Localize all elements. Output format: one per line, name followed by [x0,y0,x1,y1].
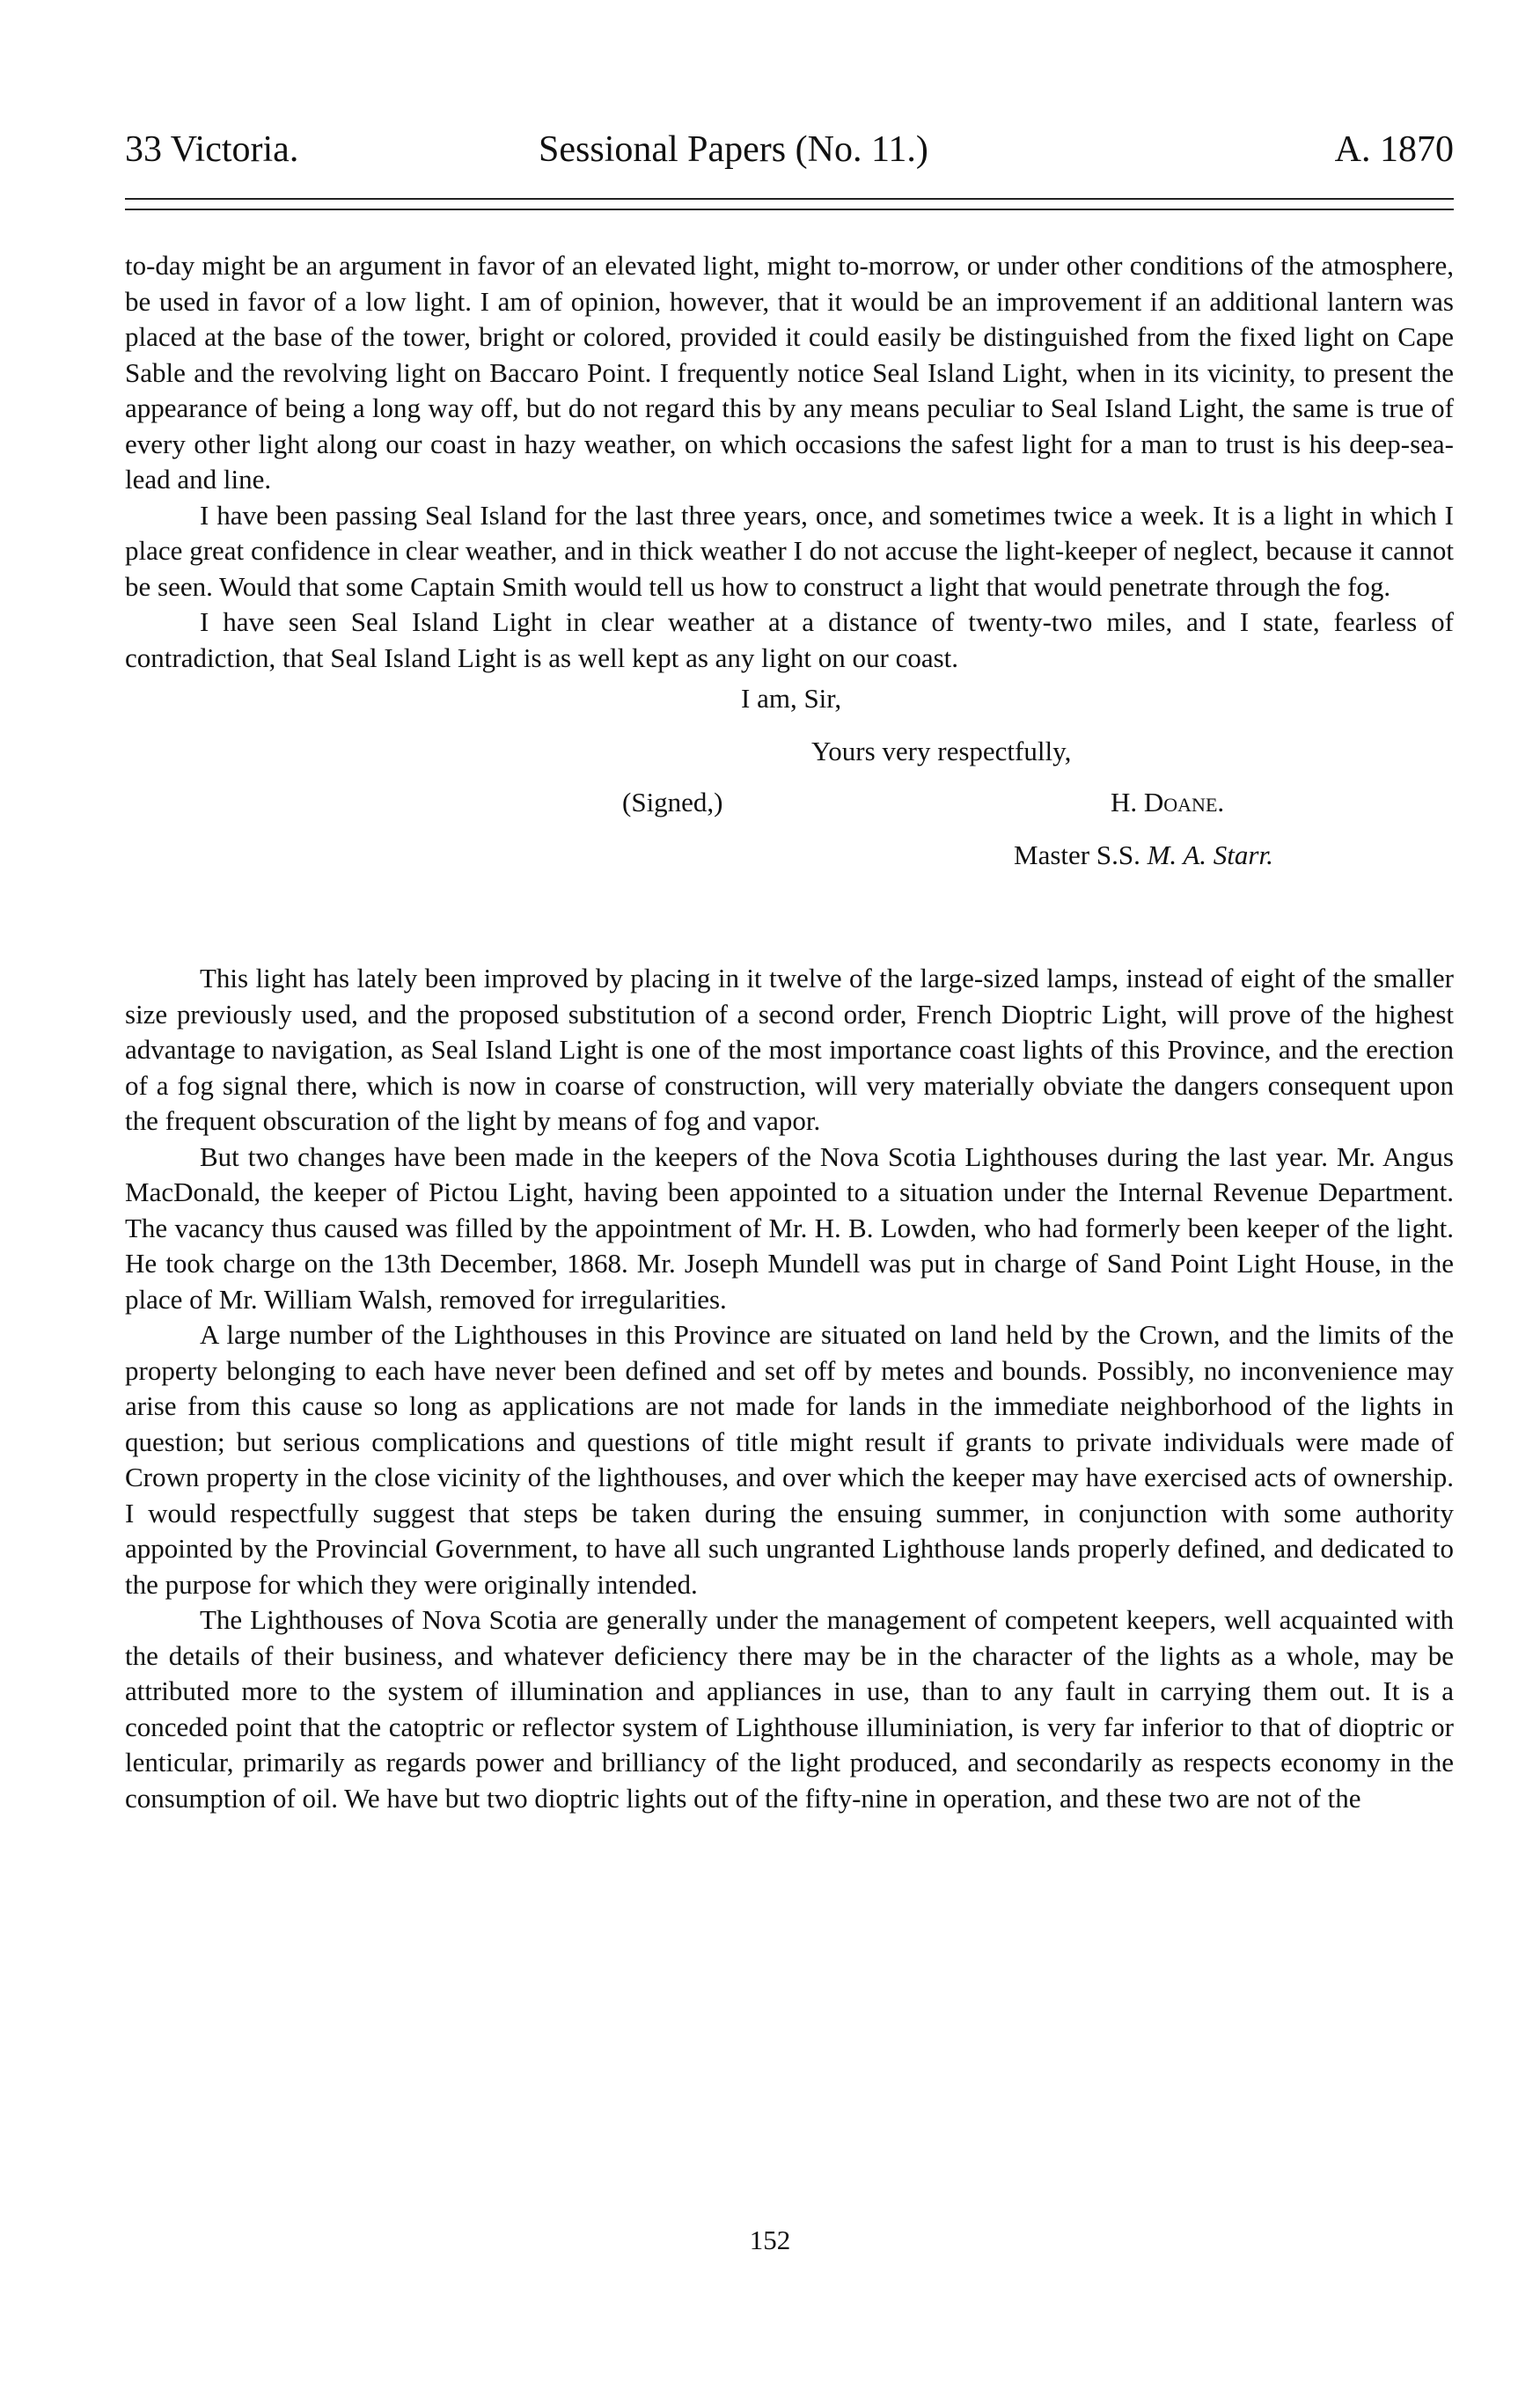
signed-label: (Signed,) [622,787,723,817]
report-paragraph-3: A large number of the Lighthouses in this Province are situated on land held by the Crown, and the limits of the property belonging to each have never been defined and set off by metes and bounds. Possibly, no inconvenience may arise from this cause so long as applications are not made for lands in the immediate neighborhood of the lights in question; but serious complications and questions of title might result if grants to private individuals were made of Crown property in the close vicinity of the lighthouses, and over which the keeper may have exercised acts of ownership. I would respectfully suggest that steps be taken during the ensuing summer, in conjunction with some authority appointed by the Provincial Government, to have all such ungranted Lighthouse lands properly defined, and dedicated to the purpose for which they were originally intended. [125,1319,1454,1600]
signatory-initial: H. [1111,787,1138,817]
letter-closing [125,681,1454,910]
header-rule-bottom [125,209,1454,210]
report-paragraph-4: The Lighthouses of Nova Scotia are generally under the management of competent keepers, well acquainted with the details of their business, and whatever deficiency there may be in the character of the lights as a whole, may be attributed more to the system of illumination and appliances in use, than to any fault in carrying them out. It is a conceded point that the catoptric or reflector system of Lighthouse illuminiation, is very far inferior to that of dioptric or lenticular, primarily as regards power and brilliancy of the light produced, and secondarily as respects economy in the consumption of oil. We have but two dioptric lights out of the fifty-nine in operation, and these two are not of the [125,1604,1454,1814]
header-rule-top [125,198,1454,200]
valediction: Yours very respectfully, [811,736,1072,766]
running-header [125,123,1454,176]
ship-name: M. A. Starr. [1147,839,1273,870]
signatory-name [1111,785,1224,821]
header-session: 33 Victoria. [125,129,299,170]
page-body [125,248,1454,1816]
letter-paragraph-2: I have been passing Seal Island for the last three years, once, and sometimes twice a week. It is a light in which I place great confidence in clear weather, and in thick weather I do not accuse the light-keeper of neglect, because it cannot be seen. Would that some Captain Smith would tell us how to construct a light that would penetrate through the fog. [125,499,1454,602]
signatory-title [1014,838,1273,874]
letter-paragraph-3: I have seen Seal Island Light in clear weather at a distance of twenty-two miles, and I state, fearless of contradiction, that Seal Island Light is as well kept as any light on our coast. [125,606,1454,673]
signatory-surname: Doane. [1143,787,1225,817]
header-title: Sessional Papers (No. 11.) [539,129,928,170]
report-paragraph-2: But two changes have been made in the keepers of the Nova Scotia Lighthouses during the last year. Mr. Angus MacDonald, the keeper of Pictou Light, having been appointed to a situation under the Internal Revenue Department. The vacancy thus caused was filled by the appointment of Mr. H. B. Lowden, who had formerly been keeper of the light. He took charge on the 13th December, 1868. Mr. Joseph Mundell was put in charge of Sand Point Light House, in the place of Mr. William Walsh, removed for irregularities. [125,1140,1454,1315]
page-number: 152 [749,2225,791,2255]
signatory-title-prefix: Master S.S. [1014,839,1140,870]
report-paragraph-1: This light has lately been improved by placing in it twelve of the large-sized lamps, instead of eight of the smaller size previously used, and the proposed substitution of a second order, French Dioptric Light, will prove of the highest advantage to navigation, as Seal Island Light is one of the most importance coast lights of this Province, and the erection of a fog signal there, which is now in coarse of construction, will very materially obviate the dangers consequent upon the frequent obscuration of the light by means of fog and vapor. [125,963,1454,1136]
salutation: I am, Sir, [741,683,842,714]
section-spacer [125,910,1454,961]
header-year: A. 1870 [1334,129,1454,170]
letter-paragraph-1: to-day might be an argument in favor of an elevated light, might to-morrow, or under other conditions of the atmosphere, be used in favor of a low light. I am of opinion, however, that it would be an improvement if an additional lantern was placed at the base of the tower, bright or colored, provided it could easily be distinguished from the fixed light on Cape Sable and the revolving light on Baccaro Point. I frequently notice Seal Island Light, when in its vicinity, to present the appearance of being a long way off, but do not regard this by any means peculiar to Seal Island Light, the same is true of every other light along our coast in hazy weather, on which occasions the safest light for a man to trust is his deep-sea-lead and line. [125,250,1454,495]
